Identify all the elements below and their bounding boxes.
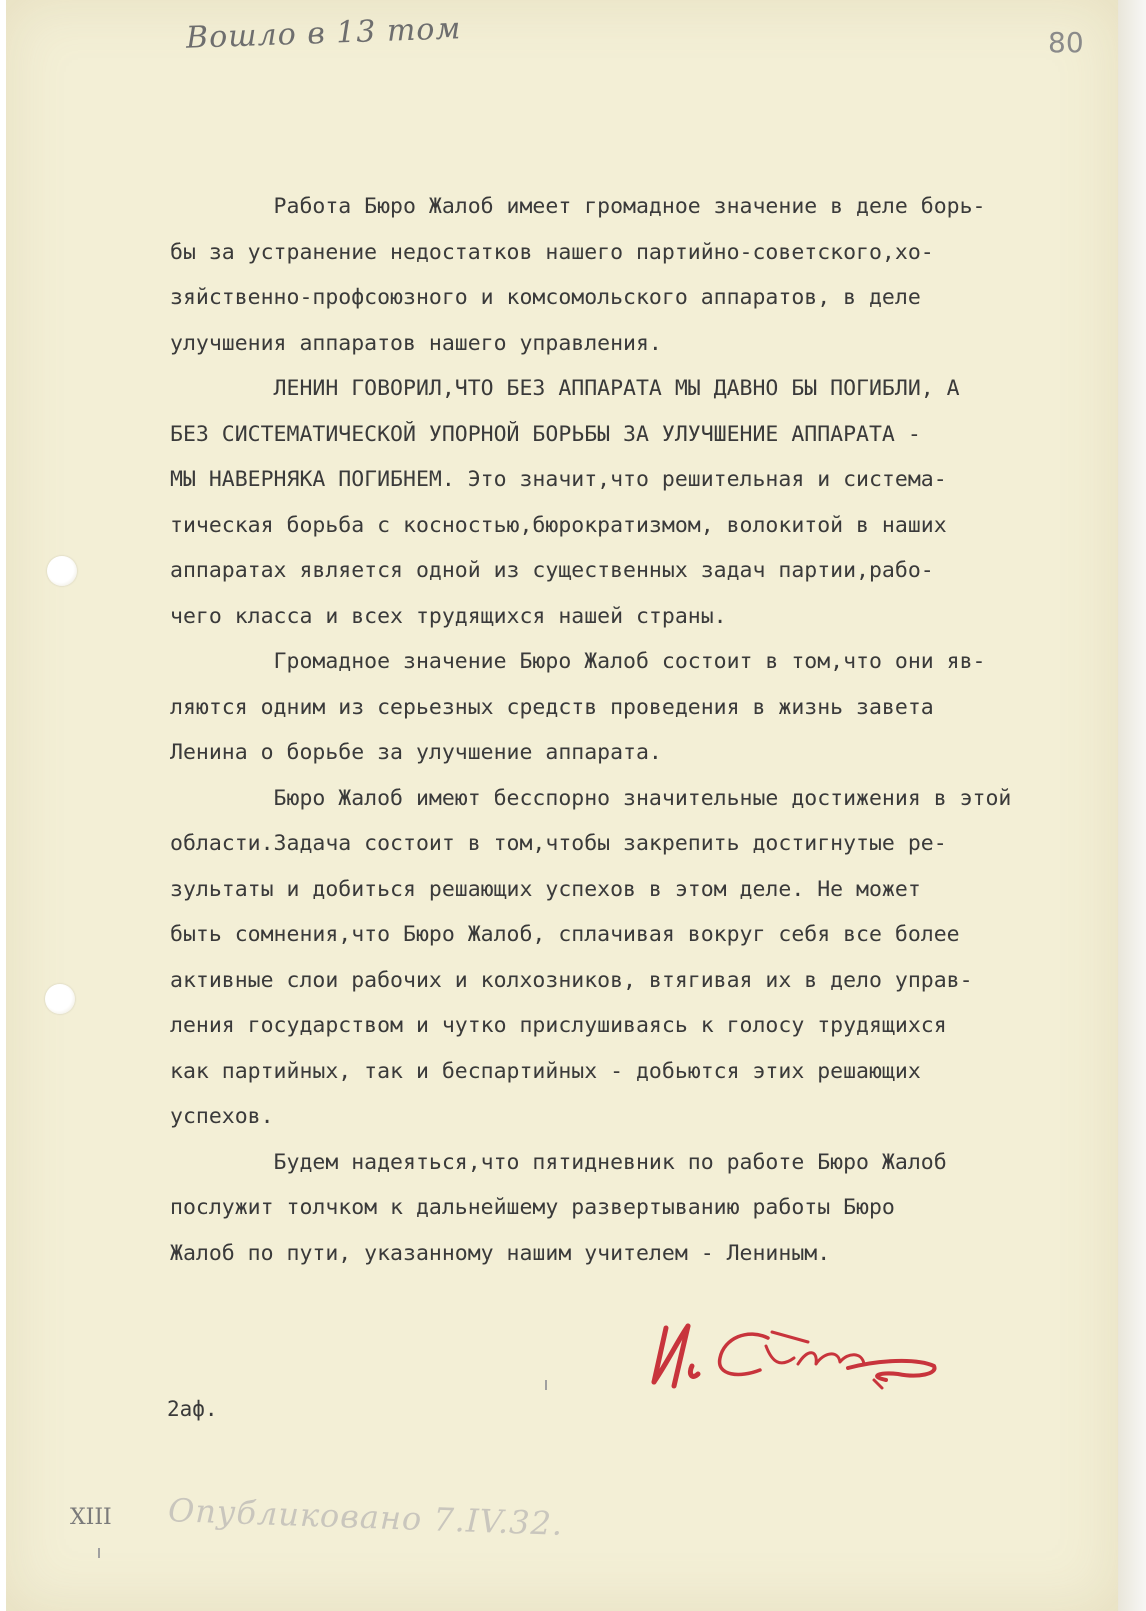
text-line: Бюро Жалоб имеют бесспорно значительные достижения в этой: [170, 785, 1012, 811]
text-line: тическая борьба с косностью,бюрократизмом, волокитой в наших: [170, 512, 947, 538]
text-line: области.Задача состоит в том,чтобы закрепить достигнутые ре-: [170, 831, 947, 856]
text-line: быть сомнения,что Бюро Жалоб, сплачивая вокруг себя все более: [170, 922, 960, 947]
text-line: ления государством и чутко прислушиваясь к голосу трудящихся: [170, 1013, 947, 1038]
published-note: Опубликовано 7.IV.32.: [167, 1491, 564, 1543]
text-line: чего класса и всех трудящихся нашей страны.: [170, 603, 727, 629]
text-line: бы за устранение недостатков нашего партийно-советского,хо-: [170, 239, 934, 265]
text-line: Жалоб по пути, указанному нашим учителем - Лениным.: [170, 1240, 831, 1266]
text-line: зультаты и добиться решающих успехов в этом деле. Не может: [170, 876, 921, 902]
signature: [648, 1318, 968, 1408]
letter-body: [170, 184, 1130, 1276]
text-line: послужит толчком к дальнейшему развертыванию работы Бюро: [170, 1195, 895, 1220]
text-line: Громадное значение Бюро Жалоб состоит в том,что они яв-: [170, 649, 986, 674]
text-line: активные слои рабочих и колхозников, втягивая их в дело управ-: [170, 967, 973, 993]
signature-stroke: [648, 1318, 968, 1408]
handwritten-note: Вошло в 13 том: [185, 11, 462, 56]
text-line: МЫ НАВЕРНЯКА ПОГИБНЕМ. Это значит,что решительная и система-: [170, 467, 947, 492]
text-line: Работа Бюро Жалоб имеет громадное значение в деле борь-: [170, 194, 986, 219]
copies-note: 2аф.: [167, 1397, 218, 1421]
text-line: зяйственно-профсоюзного и комсомольского аппаратов, в деле: [170, 285, 921, 310]
ink-mark: [98, 1548, 100, 1558]
ink-mark: [545, 1380, 547, 1390]
page-number: 80: [1048, 26, 1084, 59]
text-line: БЕЗ СИСТЕМАТИЧЕСКОЙ УПОРНОЙ БОРЬБЫ ЗА УЛУЧШЕНИЕ АППАРАТА -: [170, 421, 921, 447]
text-line: Ленина о борьбе за улучшение аппарата.: [170, 740, 662, 765]
archive-mark: XIII: [70, 1505, 112, 1530]
punch-hole: [45, 984, 75, 1014]
text-line: улучшения аппаратов нашего управления.: [170, 330, 662, 356]
text-line: ЛЕНИН ГОВОРИЛ,ЧТО БЕЗ АППАРАТА МЫ ДАВНО БЫ ПОГИБЛИ, А: [170, 376, 960, 401]
text-line: успехов.: [170, 1104, 274, 1129]
text-line: аппаратах является одной из существенных задач партии,рабо-: [170, 558, 934, 583]
text-line: ляются одним из серьезных средств проведения в жизнь завета: [170, 694, 934, 720]
text-line: как партийных, так и беспартийных - добьются этих решающих: [170, 1058, 921, 1084]
punch-hole: [47, 556, 77, 586]
text-line: Будем надеяться,что пятидневник по работе Бюро Жалоб: [170, 1149, 947, 1175]
